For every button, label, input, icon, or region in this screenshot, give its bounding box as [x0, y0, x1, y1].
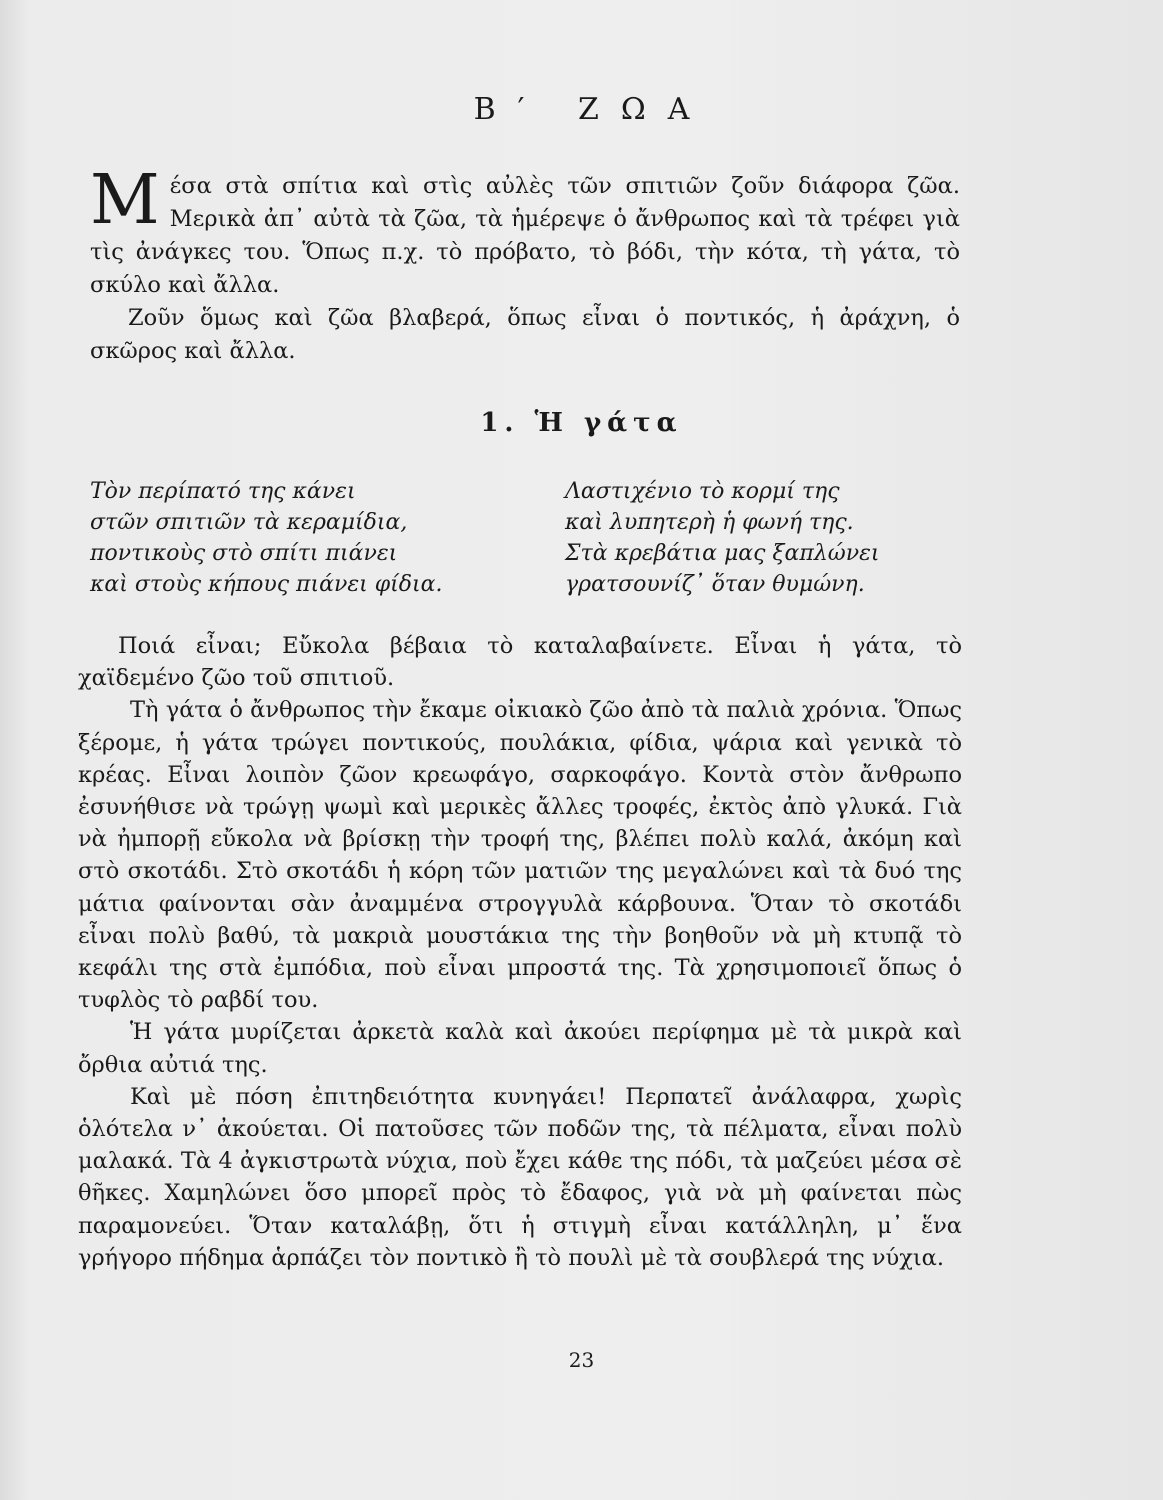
body-paragraph: Ποιά εἶναι; Εὔκολα βέβαια τὸ καταλαβαίνετε. Εἶναι ἡ γάτα, τὸ χαϊδεμένο ζῶο τοῦ σπιτιοῦ.: [78, 633, 962, 692]
poem-line: καὶ στοὺς κήπους πιάνει φίδια.: [90, 572, 443, 597]
poem-line: γρατσουνίζ᾿ ὅταν θυμώνη.: [565, 572, 865, 597]
poem-line: Λαστιχένιο τὸ κορμί της: [565, 479, 840, 504]
body-paragraph: Ἡ γάτα μυρίζεται ἀρκετὰ καλὰ καὶ ἀκούει περίφημα μὲ τὰ μικρὰ καὶ ὄρθια αὐτιά της.: [78, 1019, 962, 1078]
poem-line: στῶν σπιτιῶν τὰ κεραμίδια,: [90, 510, 408, 535]
poem-stanza-left: [90, 476, 510, 600]
poem-stanza-right: [565, 476, 985, 600]
intro-paragraph: έσα στὰ σπίτια καὶ στὶς αὐλὲς τῶν σπιτιῶν ζοῦν διάφορα ζῶα. Μερικὰ ἀπ᾿ αὐτὰ τὰ ζῶα, τὰ ἡμέρεψε ὁ ἄνθρωπος καὶ τὰ τρέφει γιὰ τὶς ἀνάγκες του. Ὅπως π.χ. τὸ πρόβατο, τὸ βόδι, τὴν κότα, τὴ γάτα, τὸ σκύλο καὶ ἄλλα.: [90, 173, 960, 298]
body-paragraph: Τὴ γάτα ὁ ἄνθρωπος τὴν ἔκαμε οἰκιακὸ ζῶο ἀπὸ τὰ παλιὰ χρόνια. Ὅπως ξέρομε, ἡ γάτα τρώγει ποντικούς, πουλάκια, φίδια, ψάρια καὶ γενικὰ τὸ κρέας. Εἶναι λοιπὸν ζῶον κρεωφάγο, σαρκοφάγο. Κοντὰ στὸν ἄνθρωπο ἐσυνήθισε νὰ τρώγῃ ψωμὶ καὶ μερικὲς ἄλλες τροφές, ἐκτὸς ἀπὸ γλυκά. Γιὰ νὰ ἠμπορῇ εὔκολα νὰ βρίσκῃ τὴν τροφή της, βλέπει πολὺ καλά, ἀκόμη καὶ στὸ σκοτάδι. Στὸ σκοτάδι ἡ κόρη τῶν ματιῶν της μεγαλώνει καὶ τὰ δυό της μάτια φαίνονται σὰν ἀναμμένα στρογγυλὰ κάρβουνα. Ὅταν τὸ σκοτάδι εἶναι πολὺ βαθύ, τὰ μακριὰ μουστάκια της τὴν βοηθοῦν νὰ μὴ κτυπᾷ τὸ κεφάλι της στὰ ἐμπόδια, ποὺ εἶναι μπροστά της. Τὰ χρησιμοποιεῖ ὅπως ὁ τυφλὸς τὸ ραβδί του.: [78, 697, 962, 1014]
intro-text: [90, 161, 960, 368]
drop-cap: Μ: [90, 161, 160, 240]
body-paragraph: Καὶ μὲ πόση ἐπιτηδειότητα κυνηγάει! Περπατεῖ ἀνάλαφρα, χωρὶς ὁλότελα ν᾿ ἀκούεται. Οἱ πατοῦσες τῶν ποδῶν της, τὰ πέλματα, εἶναι πολὺ μαλακά. Τὰ 4 ἀγκιστρωτὰ νύχια, ποὺ ἔχει κάθε της πόδι, τὰ μαζεύει μέσα σὲ θῆκες. Χαμηλώνει ὅσο μπορεῖ πρὸς τὸ ἔδαφος, γιὰ νὰ μὴ φαίνεται πὼς παραμονεύει. Ὅταν καταλάβῃ, ὅτι ἡ στιγμὴ εἶναι κατάλληλη, μ᾿ ἕνα γρήγορο πήδημα ἁρπάζει τὸν ποντικὸ ἢ τὸ πουλὶ μὲ τὰ σουβλερά της νύχια.: [78, 1083, 962, 1271]
poem-line: καὶ λυπητερὴ ἡ φωνή της.: [565, 510, 854, 535]
chapter-title: Β′ ΖΩΑ: [473, 92, 712, 127]
page-number: 23: [568, 1348, 595, 1372]
section-title: 1. Ἡ γάτα: [480, 408, 683, 438]
body-text: [78, 630, 962, 1274]
intro-paragraph: Ζοῦν ὅμως καὶ ζῶα βλαβερά, ὅπως εἶναι ὁ ποντικός, ἡ ἀράχνη, ὁ σκῶρος καὶ ἄλλα.: [90, 305, 960, 364]
poem-line: Στὰ κρεβάτια μας ξαπλώνει: [565, 541, 880, 566]
poem-line: Τὸν περίπατό της κάνει: [90, 479, 356, 504]
poem-line: ποντικοὺς στὸ σπίτι πιάνει: [90, 541, 398, 566]
